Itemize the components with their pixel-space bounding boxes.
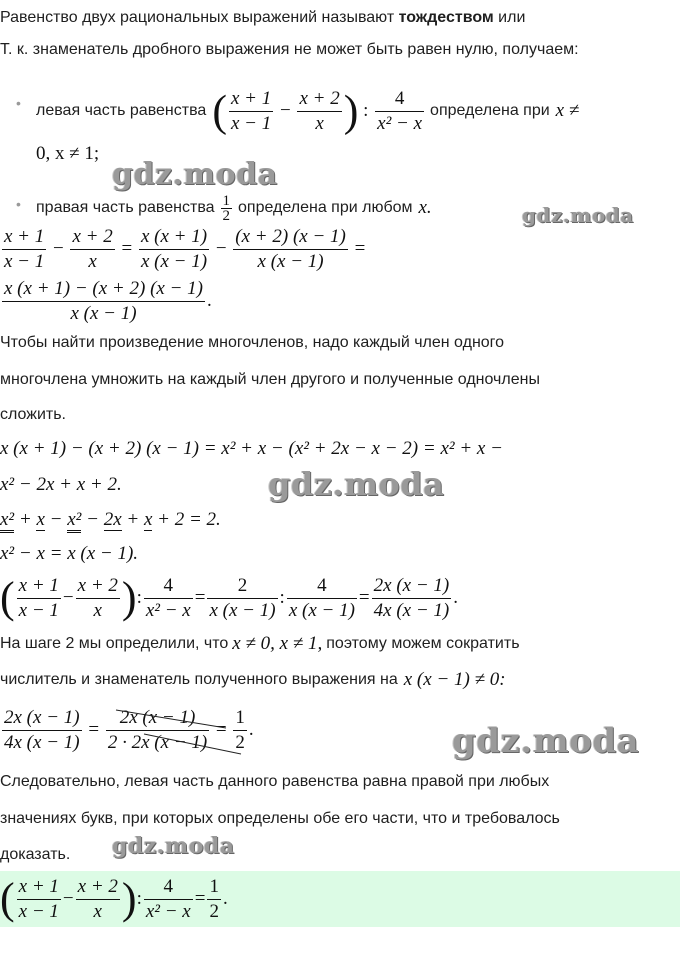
paragraph-3-line-2: значениях букв, при которых определены обе его части, что и требовалось	[0, 810, 560, 827]
bullet-2: правая часть равенства $\frac{1}{2}$ определена при любом x.	[36, 192, 432, 224]
watermark: gdz.moda	[268, 465, 445, 503]
expansion-line-1: x (x + 1) − (x + 2) (x − 1) = x² + x − (x² + 2x − x − 2) = x² + x −	[0, 438, 503, 459]
equation-division: ( $\frac{x + 1}{x - 1}$ − $\frac{x + 2}{x}$ ) : $\frac{4}{\text{x² − x}}$ = $\frac{2}{x (x - 1)}$ : $\frac{4}{x (x - 1)}$ = $\frac{2x (x - 1)}{4x (x - 1)}$ .	[0, 573, 458, 622]
equation-common-denominator: $\frac{x + 1}{x - 1}$ − $\frac{x + 2}{x}$ = $\frac{x (x + 1)}{x (x - 1)}$ − $\frac{(x + 2) (x - 1)}{x (x - 1)}$ =	[4, 225, 366, 272]
paragraph-1-line-1: Чтобы найти произведение многочленов, надо каждый член одного	[0, 334, 505, 351]
watermark: gdz.moda	[112, 833, 235, 859]
equation-cancel: $\frac{2x (x - 1)}{4x (x - 1)}$ = $\frac{2x (x - 1)}{2 \cdot 2x (x - 1)}$ = $\frac{1}{2}$ .	[0, 702, 254, 758]
intro-line-1: Равенство двух рациональных выражений называют тождеством или	[0, 9, 526, 26]
bullet-1: левая часть равенства ( $\frac{x + 1}{x - 1}$ − $\frac{x + 2}{x}$ ) : $\frac{4}{\text{x² − x}}$ определена при x ≠	[36, 86, 580, 135]
bullet-dot: •	[16, 95, 21, 111]
expansion-line-2: x² − 2x + x + 2.	[0, 474, 122, 495]
paragraph-2-line-1: На шаге 2 мы определили, что x ≠ 0, x ≠ 1, поэтому можем сократить	[0, 633, 520, 654]
paragraph-1-line-2: многочлена умножить на каждый член другого и полученные одночлены	[0, 371, 540, 388]
equation-combined: $\frac{x (x + 1) - (x + 2) (x - 1)}{x (x - 1)}$ .	[4, 277, 212, 324]
bullet-1-cont: 0, x ≠ 1;	[36, 143, 100, 164]
equation-answer: ( $\frac{x + 1}{x - 1}$ − $\frac{x + 2}{x}$ ) : $\frac{4}{\text{x² − x}}$ = $\frac{1}{2}$ .	[0, 874, 228, 923]
paragraph-3-line-1: Следовательно, левая часть данного равенства равна правой при любых	[0, 773, 550, 790]
watermark: gdz.moda	[112, 157, 278, 192]
cancelled-fraction: $\frac{2x (x - 1)}{2 \cdot 2x (x - 1)}$	[106, 706, 209, 755]
watermark: gdz.moda	[522, 203, 634, 227]
paragraph-1-line-3: сложить.	[0, 406, 66, 423]
bullet-dot: •	[16, 196, 21, 212]
strike-lines	[106, 706, 246, 756]
watermark: gdz.moda	[452, 721, 640, 761]
paragraph-3-line-3: доказать.	[0, 846, 71, 863]
simplification-line-2: x² − x = x (x − 1).	[0, 543, 139, 564]
intro-line-2: Т. к. знаменатель дробного выражения не может быть равен нулю, получаем:	[0, 41, 579, 58]
paragraph-2-line-2: числитель и знаменатель полученного выражения на x (x − 1) ≠ 0:	[0, 669, 506, 690]
simplification-line-1: x² + x − x² − 2x + x + 2 = 2.	[0, 509, 221, 531]
